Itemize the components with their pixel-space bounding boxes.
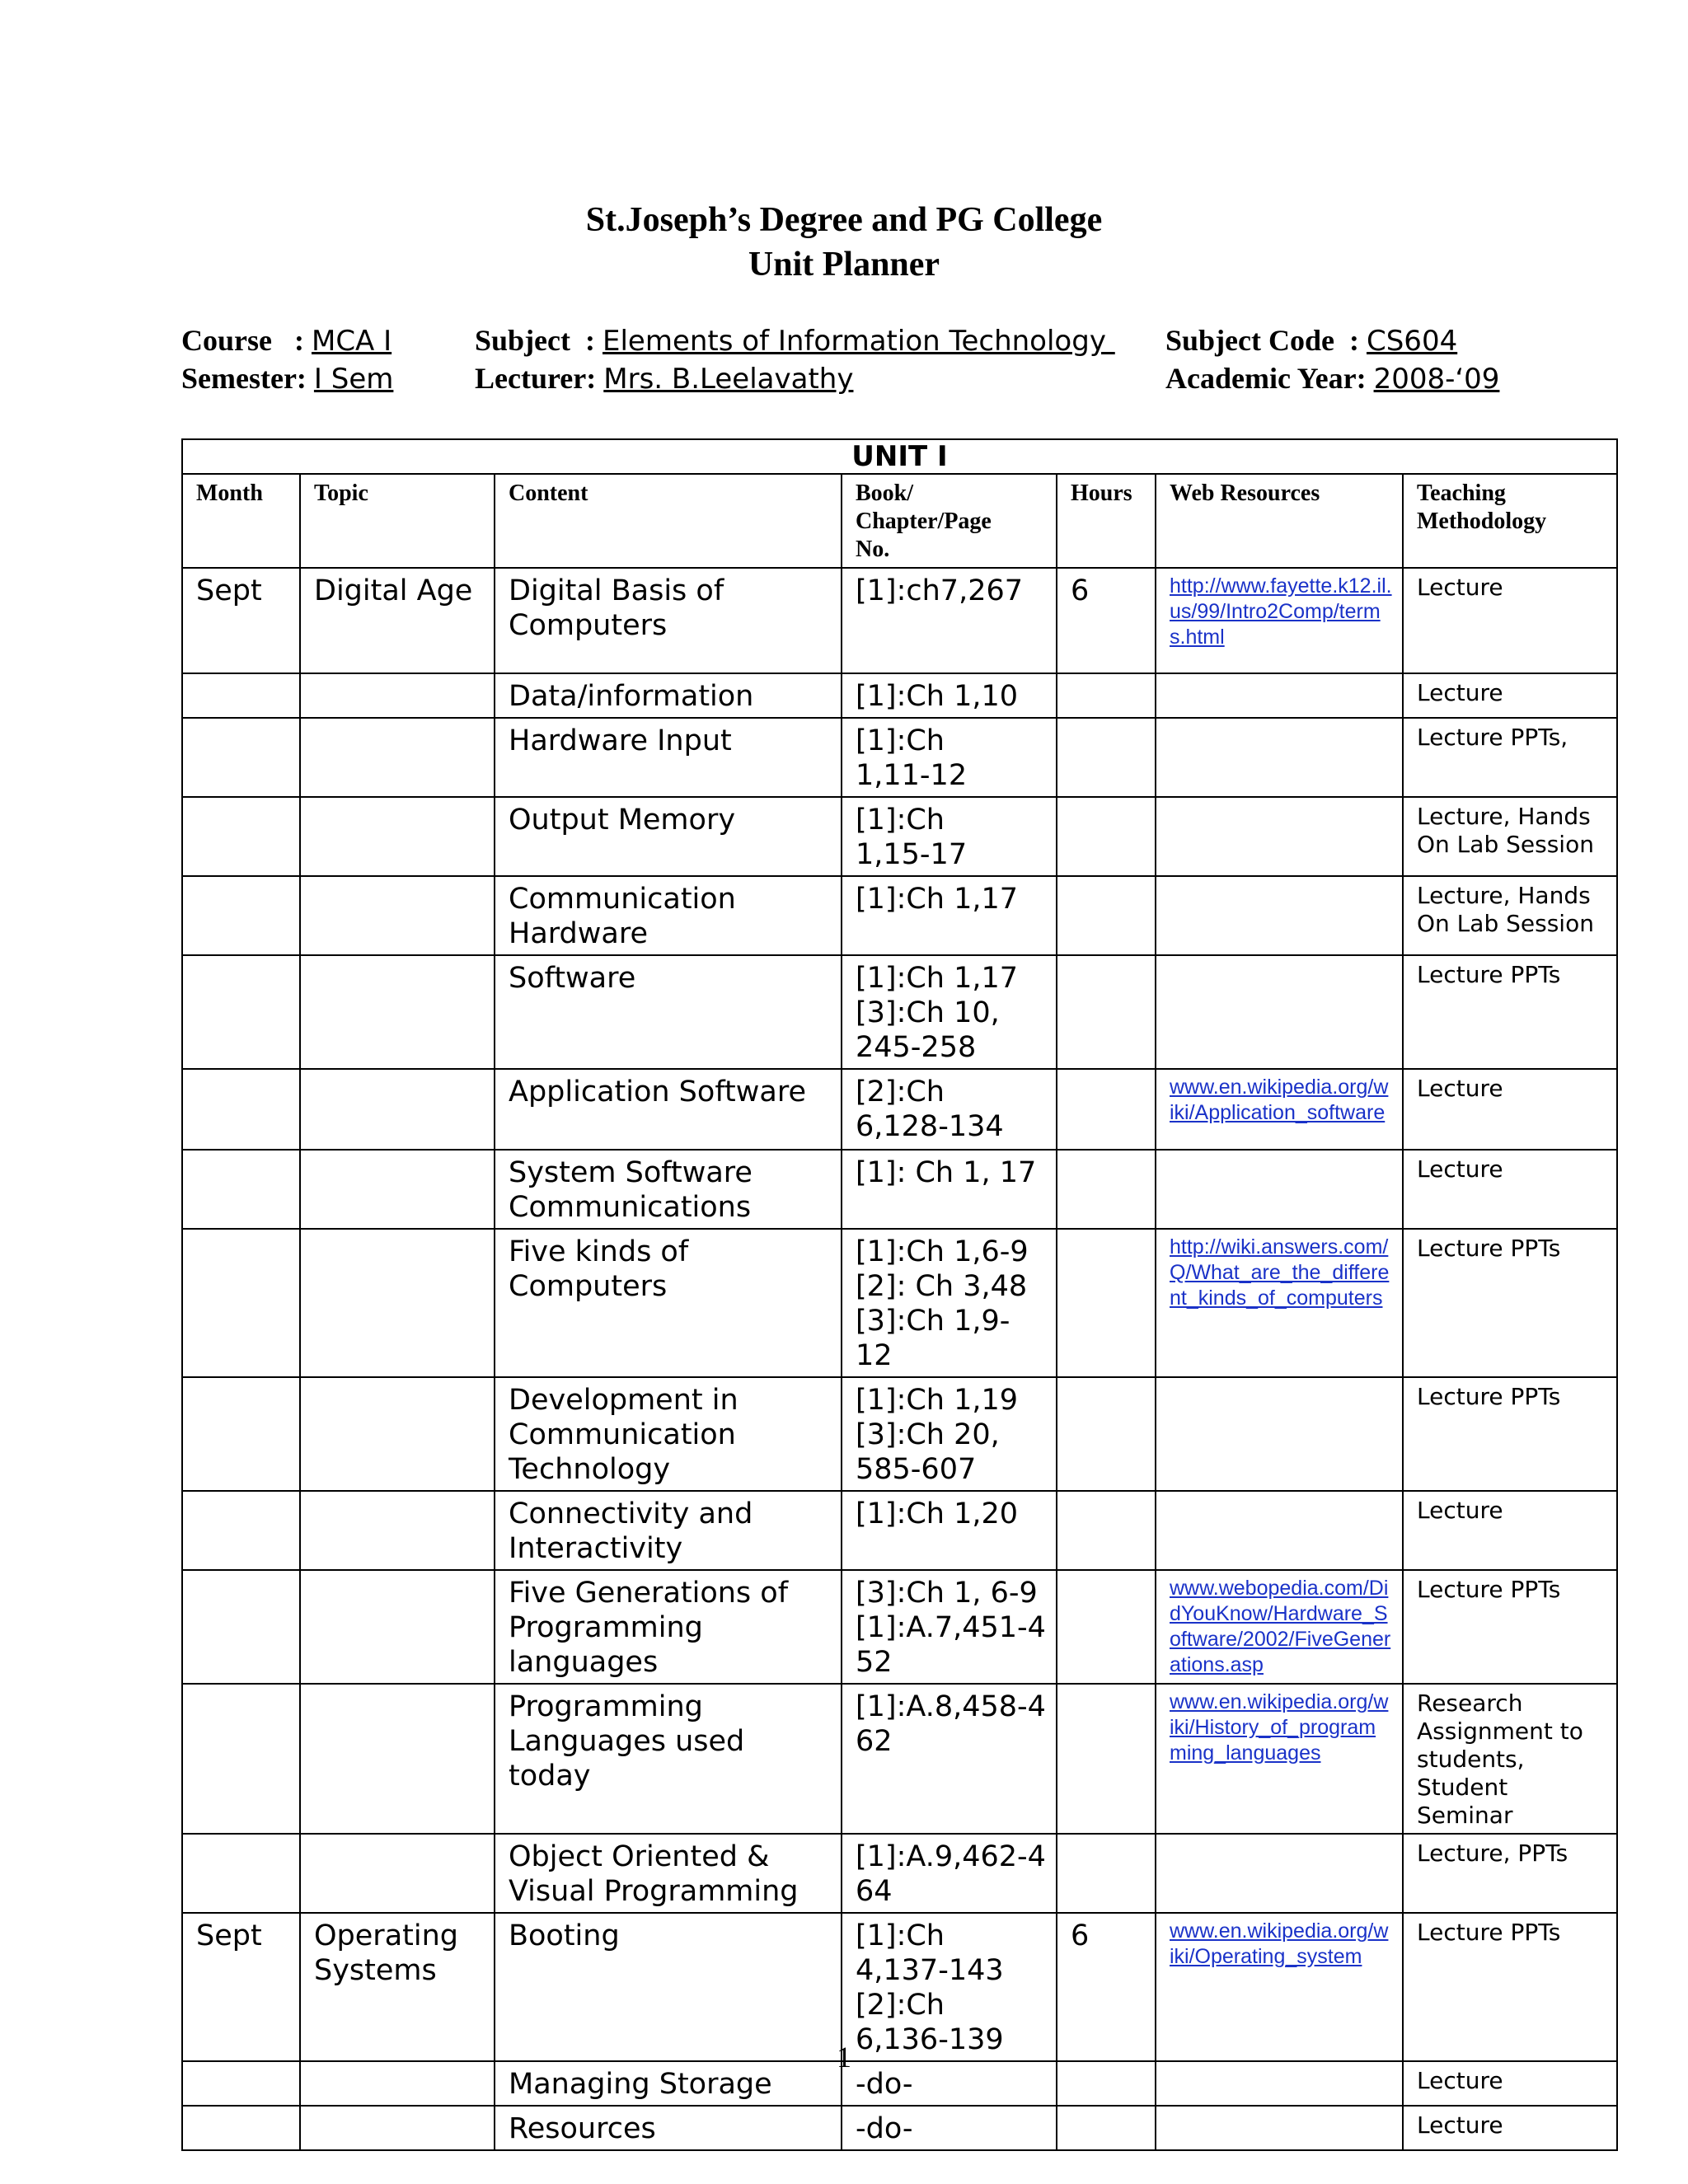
semester-label: Semester: [181,362,307,395]
cell-web-resource [1156,1491,1403,1570]
cell-content: Connectivity and Interactivity [495,1491,842,1570]
unit-title: UNIT I [182,439,1617,474]
col-header-web: Web Resources [1156,474,1403,568]
cell-web-resource [1156,1913,1403,2061]
cell-month [182,1069,300,1150]
table-row [182,1491,1617,1570]
cell-content: Five Generations of Programming languages [495,1570,842,1684]
cell-web-resource [1156,1377,1403,1491]
cell-content: Managing Storage [495,2061,842,2106]
table-row [182,1150,1617,1229]
cell-topic: Operating Systems [300,1913,495,2061]
cell-methodology: Research Assignment to students, Student Seminar [1403,1684,1617,1834]
cell-methodology: Lecture [1403,1491,1617,1570]
cell-methodology: Lecture, Hands On Lab Session [1403,797,1617,876]
course-line [181,323,392,358]
cell-content: Application Software [495,1069,842,1150]
cell-book: -do- [842,2061,1057,2106]
cell-book: [1]:Ch 1,15-17 [842,797,1057,876]
cell-book: [1]:Ch 1,6-9 [2]: Ch 3,48 [3]:Ch 1,9-12 [842,1229,1057,1377]
cell-book: [1]:A.8,458-4 62 [842,1684,1057,1834]
cell-hours [1057,876,1156,955]
cell-topic [300,955,495,1069]
cell-month [182,797,300,876]
web-resource-link[interactable]: http://wiki.answers.com/Q/What_are_the_different_kinds_of_computers [1170,1235,1390,1310]
lecturer-line [475,361,853,396]
table-row [182,876,1617,955]
semester-value: I Sem [313,363,394,396]
table-row [182,2106,1617,2150]
cell-methodology: Lecture [1403,1150,1617,1229]
col-header-book: Book/ Chapter/Page No. [842,474,1057,568]
table-row [182,1913,1617,2061]
col-header-method: Teaching Methodology [1403,474,1617,568]
table-row [182,673,1617,718]
academic-year-label: Academic Year: [1165,362,1367,395]
cell-book: [1]:A.9,462-4 64 [842,1834,1057,1913]
subject-code-line [1165,323,1457,358]
cell-methodology: Lecture PPTs [1403,955,1617,1069]
table-row [182,568,1617,673]
web-resource-link[interactable]: www.en.wikipedia.org/wiki/History_of_programming_languages [1170,1690,1389,1765]
unit-planner-table [181,438,1618,2151]
table-row [182,797,1617,876]
cell-topic [300,1684,495,1834]
cell-methodology: Lecture [1403,673,1617,718]
cell-content: Data/information [495,673,842,718]
cell-hours: 6 [1057,568,1156,673]
cell-topic [300,718,495,797]
cell-hours [1057,1229,1156,1377]
web-resource-link[interactable]: www.en.wikipedia.org/wiki/Operating_system [1170,1919,1389,1968]
academic-year-line [1165,361,1499,396]
table-row [182,1377,1617,1491]
cell-web-resource [1156,2106,1403,2150]
cell-content: Software [495,955,842,1069]
academic-year-value: 2008-‘09 [1373,363,1500,396]
semester-line [181,361,393,396]
cell-web-resource [1156,718,1403,797]
cell-book: [1]:Ch 4,137-143 [2]:Ch 6,136-139 [842,1913,1057,2061]
cell-book: [1]:Ch 1,17 [3]:Ch 10, 245-258 [842,955,1057,1069]
cell-topic [300,673,495,718]
cell-month [182,1150,300,1229]
cell-web-resource [1156,876,1403,955]
cell-month [182,1684,300,1834]
cell-hours [1057,1834,1156,1913]
cell-hours [1057,673,1156,718]
table-body [182,568,1617,2150]
cell-hours [1057,797,1156,876]
cell-topic [300,1229,495,1377]
cell-hours [1057,955,1156,1069]
web-resource-link[interactable]: www.en.wikipedia.org/wiki/Application_software [1170,1076,1389,1124]
table-row [182,955,1617,1069]
cell-month: Sept [182,1913,300,2061]
cell-hours [1057,2106,1156,2150]
subject-code-value: CS604 [1366,325,1458,358]
cell-book: [3]:Ch 1, 6-9 [1]:A.7,451-4 52 [842,1570,1057,1684]
cell-topic [300,797,495,876]
subject-value: Elements of Information Technology [603,325,1115,358]
cell-month [182,876,300,955]
cell-methodology: Lecture [1403,2061,1617,2106]
cell-book: [1]:ch7,267 [842,568,1057,673]
cell-methodology: Lecture [1403,568,1617,673]
table-row [182,718,1617,797]
cell-book: -do- [842,2106,1057,2150]
cell-topic [300,1491,495,1570]
cell-book: [1]: Ch 1, 17 [842,1150,1057,1229]
cell-topic [300,876,495,955]
cell-month [182,1229,300,1377]
cell-topic: Digital Age [300,568,495,673]
cell-content: System Software Communications [495,1150,842,1229]
web-resource-link[interactable]: http://www.fayette.k12.il.us/99/Intro2Comp/terms.html [1170,574,1392,649]
cell-content: Output Memory [495,797,842,876]
cell-web-resource [1156,568,1403,673]
web-resource-link[interactable]: www.webopedia.com/DidYouKnow/Hardware_Software/2002/FiveGenerations.asp [1170,1577,1391,1676]
cell-book: [1]:Ch 1,11-12 [842,718,1057,797]
cell-topic [300,1150,495,1229]
cell-content: Resources [495,2106,842,2150]
cell-hours [1057,718,1156,797]
lecturer-value: Mrs. B.Leelavathy [603,363,854,396]
cell-month [182,2106,300,2150]
cell-web-resource [1156,673,1403,718]
cell-book: [2]:Ch 6,128-134 [842,1069,1057,1150]
cell-hours [1057,1377,1156,1491]
subject-line [475,323,1115,358]
cell-month [182,1834,300,1913]
cell-content: Five kinds of Computers [495,1229,842,1377]
cell-web-resource [1156,955,1403,1069]
cell-month [182,955,300,1069]
cell-hours [1057,1069,1156,1150]
cell-methodology: Lecture PPTs [1403,1377,1617,1491]
cell-topic [300,1570,495,1684]
cell-content: Development in Communication Technology [495,1377,842,1491]
cell-month [182,718,300,797]
table-row [182,1834,1617,1913]
cell-book: [1]:Ch 1,20 [842,1491,1057,1570]
col-header-content: Content [495,474,842,568]
cell-methodology: Lecture [1403,2106,1617,2150]
cell-topic [300,1377,495,1491]
cell-web-resource [1156,1834,1403,1913]
cell-methodology: Lecture PPTs, [1403,718,1617,797]
cell-web-resource [1156,1150,1403,1229]
cell-content: Digital Basis of Computers [495,568,842,673]
cell-web-resource [1156,1069,1403,1150]
table-row [182,1570,1617,1684]
cell-month [182,1491,300,1570]
college-title: St.Joseph’s Degree and PG College [585,201,1103,239]
cell-methodology: Lecture, PPTs [1403,1834,1617,1913]
cell-book: [1]:Ch 1,10 [842,673,1057,718]
cell-topic [300,1069,495,1150]
col-header-topic: Topic [300,474,495,568]
cell-hours [1057,1491,1156,1570]
course-value: MCA I [311,325,392,358]
cell-methodology: Lecture PPTs [1403,1570,1617,1684]
cell-web-resource [1156,1229,1403,1377]
cell-topic [300,2106,495,2150]
subject-code-label: Subject Code : [1165,324,1359,357]
column-headers [182,474,1617,568]
cell-web-resource [1156,1684,1403,1834]
lecturer-label: Lecturer: [475,362,597,395]
cell-book: [1]:Ch 1,17 [842,876,1057,955]
table-row [182,1069,1617,1150]
cell-methodology: Lecture [1403,1069,1617,1150]
cell-month [182,1377,300,1491]
subject-label: Subject : [475,324,595,357]
cell-content: Object Oriented & Visual Programming [495,1834,842,1913]
cell-hours: 6 [1057,1913,1156,2061]
cell-content: Booting [495,1913,842,2061]
cell-content: Hardware Input [495,718,842,797]
cell-month [182,1570,300,1684]
col-header-hours: Hours [1057,474,1156,568]
cell-web-resource [1156,1570,1403,1684]
cell-methodology: Lecture, Hands On Lab Session [1403,876,1617,955]
col-header-month: Month [182,474,300,568]
cell-month: Sept [182,568,300,673]
cell-hours [1057,1150,1156,1229]
cell-topic [300,1834,495,1913]
cell-methodology: Lecture PPTs [1403,1913,1617,2061]
cell-web-resource [1156,797,1403,876]
table-row [182,1229,1617,1377]
table-row [182,1684,1617,1834]
cell-book: [1]:Ch 1,19 [3]:Ch 20, 585-607 [842,1377,1057,1491]
document-title: Unit Planner [748,246,940,284]
cell-content: Programming Languages used today [495,1684,842,1834]
cell-month [182,673,300,718]
cell-hours [1057,1570,1156,1684]
cell-content: Communication Hardware [495,876,842,955]
page-number: 1 [837,2041,851,2074]
course-label: Course : [181,324,304,357]
cell-methodology: Lecture PPTs [1403,1229,1617,1377]
cell-hours [1057,1684,1156,1834]
